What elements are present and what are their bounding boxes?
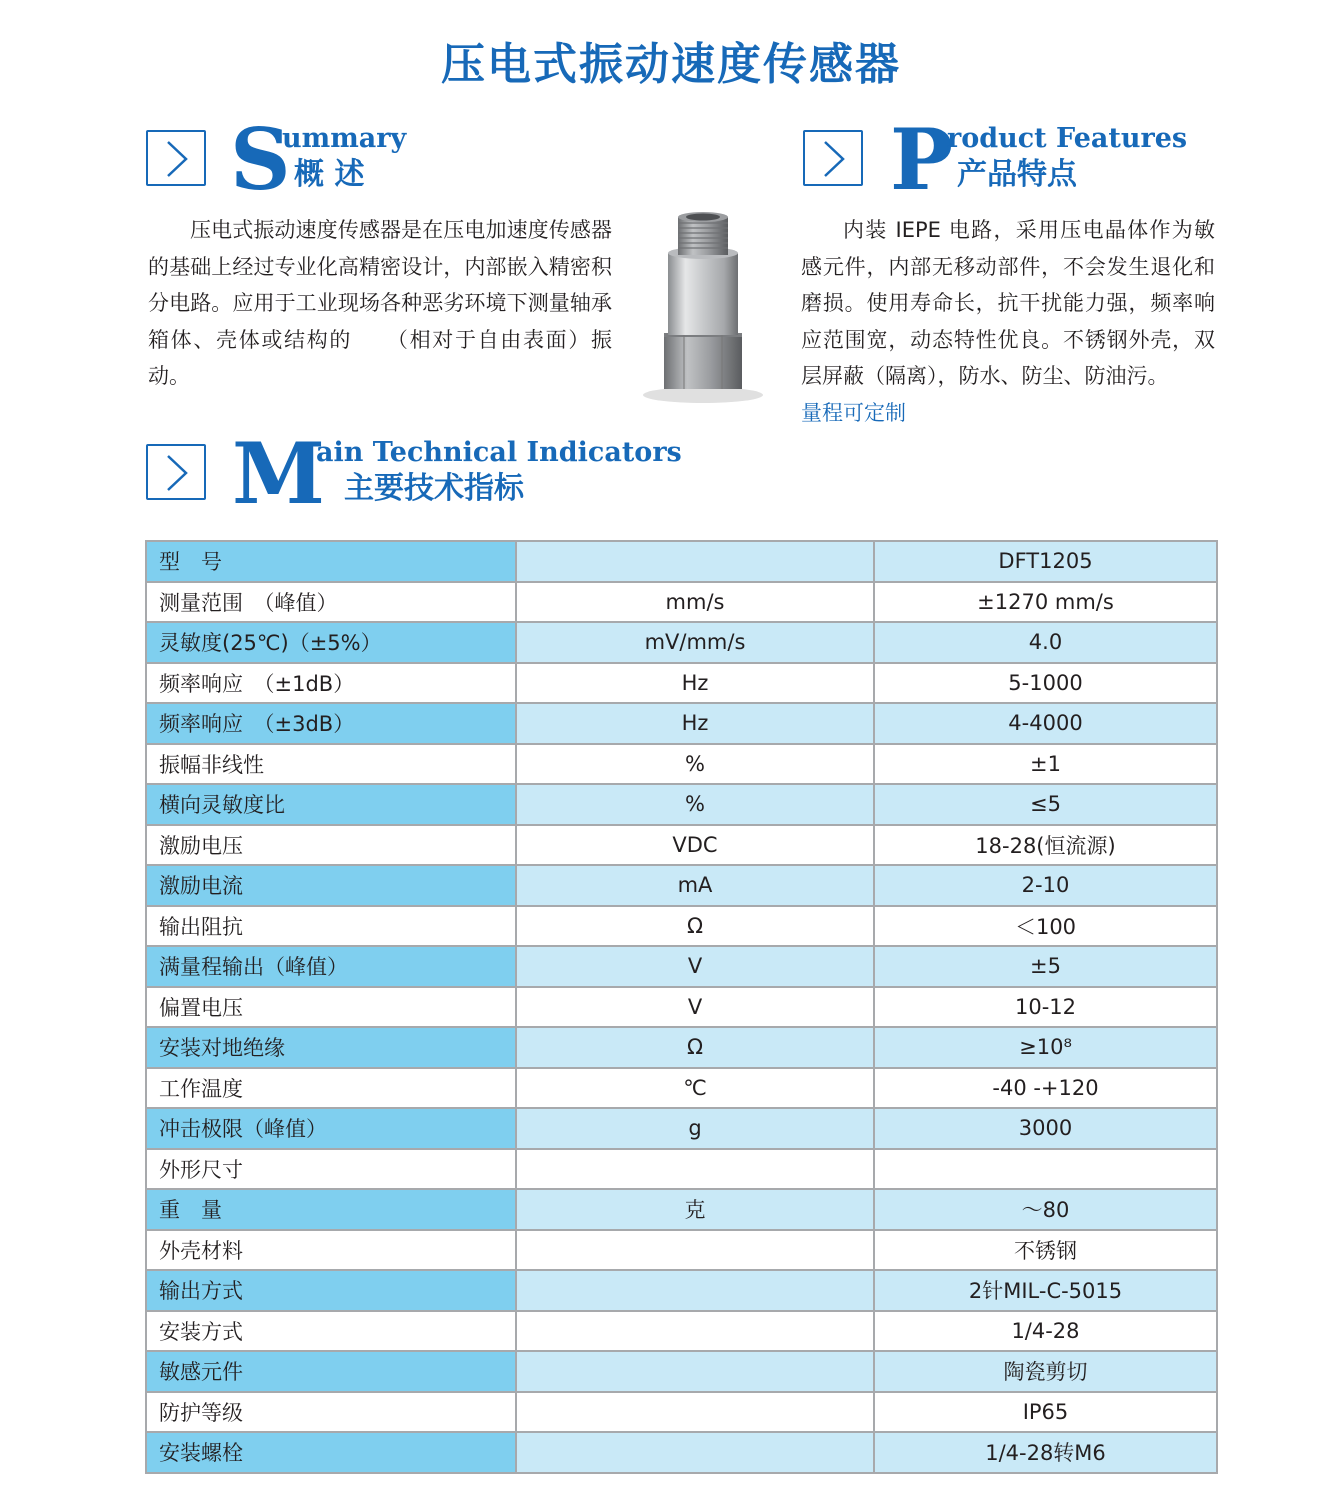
value-cell: ±1270 mm/s	[874, 582, 1217, 623]
summary-heading-en: ummary	[282, 123, 407, 154]
unit-cell: V	[516, 987, 874, 1028]
unit-cell: V	[516, 946, 874, 987]
table-row	[146, 1311, 1217, 1352]
value-cell: 2针MIL-C-5015	[874, 1270, 1217, 1311]
indicators-heading-en: ain Technical Indicators	[316, 437, 682, 468]
value-cell: 18-28(恒流源)	[874, 825, 1217, 866]
table-row	[146, 1351, 1217, 1392]
value-cell: ≤5	[874, 784, 1217, 825]
value-cell: -40 -+120	[874, 1068, 1217, 1109]
unit-cell	[516, 1311, 874, 1352]
value-cell: ～80	[874, 1189, 1217, 1230]
table-row	[146, 946, 1217, 987]
unit-cell	[516, 1351, 874, 1392]
features-note: 量程可定制	[801, 400, 906, 425]
param-cell: 测量范围 （峰值）	[146, 582, 516, 623]
param-cell: 横向灵敏度比	[146, 784, 516, 825]
unit-cell: Hz	[516, 663, 874, 704]
unit-cell: mA	[516, 865, 874, 906]
value-cell: 1/4-28转M6	[874, 1432, 1217, 1473]
value-cell: 陶瓷剪切	[874, 1351, 1217, 1392]
param-cell: 激励电流	[146, 865, 516, 906]
indicators-chevron-box	[146, 444, 206, 500]
table-row	[146, 1068, 1217, 1109]
param-cell: 频率响应 （±1dB）	[146, 663, 516, 704]
unit-cell	[516, 1230, 874, 1271]
table-row	[146, 865, 1217, 906]
chevron-right-icon	[819, 140, 847, 178]
param-cell: 振幅非线性	[146, 744, 516, 785]
summary-text: 压电式振动速度传感器是在压电加速度传感器的基础上经过专业化高精密设计，内部嵌入精密积分电路。应用于工业现场各种恶劣环境下测量轴承箱体、壳体或结构的 （相对于自由表面）振动。	[148, 218, 612, 388]
param-cell: 敏感元件	[146, 1351, 516, 1392]
param-cell: 输出阻抗	[146, 906, 516, 947]
features-chevron-box	[803, 130, 863, 186]
unit-cell	[516, 1149, 874, 1190]
table-row	[146, 906, 1217, 947]
param-cell: 外壳材料	[146, 1230, 516, 1271]
unit-cell: Hz	[516, 703, 874, 744]
param-cell: 输出方式	[146, 1270, 516, 1311]
summary-big-letter: S	[230, 110, 291, 209]
features-heading-cn: 产品特点	[957, 157, 1077, 192]
table-row	[146, 663, 1217, 704]
unit-cell	[516, 1270, 874, 1311]
table-row	[146, 1027, 1217, 1068]
value-cell: ＜100	[874, 906, 1217, 947]
param-cell: 安装对地绝缘	[146, 1027, 516, 1068]
table-row	[146, 825, 1217, 866]
table-row	[146, 1108, 1217, 1149]
summary-heading-cn: 概 述	[294, 157, 365, 192]
chevron-right-icon	[162, 140, 190, 178]
unit-cell: mm/s	[516, 582, 874, 623]
table-row	[146, 1270, 1217, 1311]
value-cell: ±1	[874, 744, 1217, 785]
param-cell: 安装螺栓	[146, 1432, 516, 1473]
spec-table-body	[146, 541, 1217, 1473]
table-row	[146, 784, 1217, 825]
features-big-letter: P	[890, 110, 954, 209]
indicators-heading-cn: 主要技术指标	[344, 471, 524, 506]
value-cell: 4-4000	[874, 703, 1217, 744]
unit-cell: Ω	[516, 1027, 874, 1068]
value-cell: ≥10⁸	[874, 1027, 1217, 1068]
value-cell	[874, 1149, 1217, 1190]
value-cell: 1/4-28	[874, 1311, 1217, 1352]
value-cell: 2-10	[874, 865, 1217, 906]
value-cell: 4.0	[874, 622, 1217, 663]
table-row	[146, 541, 1217, 582]
value-cell: DFT1205	[874, 541, 1217, 582]
param-cell: 型 号	[146, 541, 516, 582]
table-row	[146, 1432, 1217, 1473]
spec-table	[145, 540, 1218, 1474]
param-cell: 激励电压	[146, 825, 516, 866]
unit-cell	[516, 1432, 874, 1473]
table-row	[146, 1230, 1217, 1271]
features-heading-en: roduct Features	[947, 123, 1188, 154]
table-row	[146, 1392, 1217, 1433]
value-cell: ±5	[874, 946, 1217, 987]
unit-cell: VDC	[516, 825, 874, 866]
value-cell: IP65	[874, 1392, 1217, 1433]
unit-cell	[516, 1392, 874, 1433]
param-cell: 防护等级	[146, 1392, 516, 1433]
value-cell: 不锈钢	[874, 1230, 1217, 1271]
unit-cell	[516, 541, 874, 582]
table-row	[146, 582, 1217, 623]
table-row	[146, 1189, 1217, 1230]
features-text: 内装 IEPE 电路，采用压电晶体作为敏感元件，内部无移动部件，不会发生退化和磨损。使用寿命长，抗干扰能力强，频率响应范围宽，动态特性优良。不锈钢外壳，双层屏蔽（隔离），防水、防尘、防油污。 量程可定制	[801, 212, 1215, 431]
param-cell: 频率响应 （±3dB）	[146, 703, 516, 744]
unit-cell: 克	[516, 1189, 874, 1230]
param-cell: 满量程输出（峰值）	[146, 946, 516, 987]
value-cell: 3000	[874, 1108, 1217, 1149]
param-cell: 冲击极限（峰值）	[146, 1108, 516, 1149]
value-cell: 10-12	[874, 987, 1217, 1028]
param-cell: 灵敏度(25℃)（±5%）	[146, 622, 516, 663]
chevron-right-icon	[162, 454, 190, 492]
table-row	[146, 987, 1217, 1028]
param-cell: 安装方式	[146, 1311, 516, 1352]
unit-cell: g	[516, 1108, 874, 1149]
param-cell: 工作温度	[146, 1068, 516, 1109]
param-cell: 外形尺寸	[146, 1149, 516, 1190]
unit-cell: Ω	[516, 906, 874, 947]
unit-cell: mV/mm/s	[516, 622, 874, 663]
value-cell: 5-1000	[874, 663, 1217, 704]
indicators-big-letter: M	[232, 424, 325, 523]
table-row	[146, 703, 1217, 744]
param-cell: 偏置电压	[146, 987, 516, 1028]
param-cell: 重 量	[146, 1189, 516, 1230]
unit-cell: %	[516, 744, 874, 785]
sensor-product-image	[628, 205, 778, 405]
page-title: 压电式振动速度传感器	[441, 39, 901, 90]
unit-cell: ℃	[516, 1068, 874, 1109]
table-row	[146, 622, 1217, 663]
table-row	[146, 744, 1217, 785]
summary-chevron-box	[146, 130, 206, 186]
table-row	[146, 1149, 1217, 1190]
unit-cell: %	[516, 784, 874, 825]
